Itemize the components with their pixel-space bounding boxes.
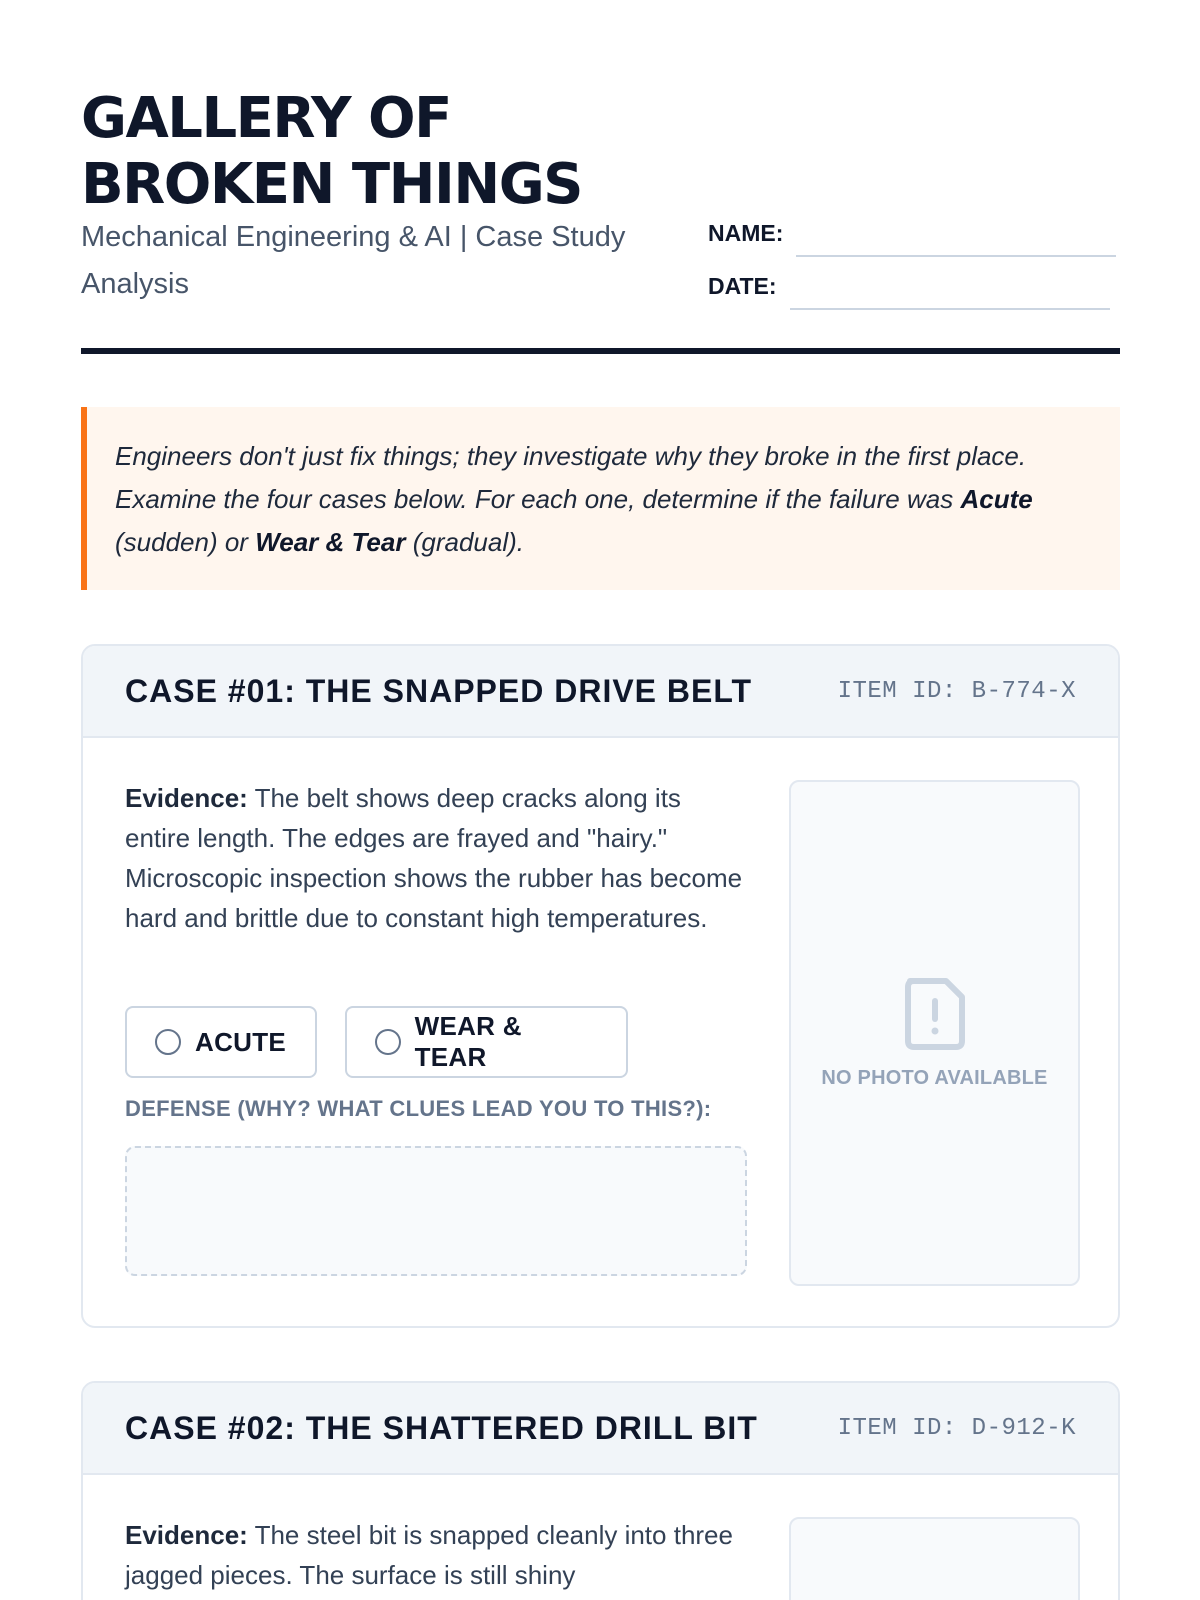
case-header: [83, 646, 1118, 738]
date-field: [708, 273, 1110, 300]
defense-answer-box[interactable]: [125, 1146, 747, 1276]
case-title: CASE #01: THE SNAPPED DRIVE BELT: [125, 672, 753, 709]
photo-placeholder: [789, 780, 1080, 1286]
evidence-text: [125, 1515, 745, 1595]
evidence-body: The steel bit is snapped cleanly into three jagged pieces. The surface is still shiny: [125, 1520, 733, 1590]
defense-label: DEFENSE (WHY? WHAT CLUES LEAD YOU TO THIS?):: [125, 1096, 712, 1121]
choice-wear-and-tear[interactable]: [345, 1006, 628, 1078]
evidence-label: Evidence:: [125, 783, 248, 813]
name-input-line[interactable]: [796, 255, 1116, 257]
radio-circle-icon[interactable]: [375, 1029, 401, 1055]
choice-acute-label: ACUTE: [195, 1026, 287, 1057]
intro-text-1: Engineers don't just fix things; they investigate why they broke in the first place. Examine the four cases below. For each one, determine if the failure was: [115, 441, 1027, 514]
date-label: DATE:: [708, 273, 777, 299]
date-input-line[interactable]: [790, 308, 1110, 310]
evidence-text: [125, 778, 745, 938]
choice-acute[interactable]: [125, 1006, 317, 1078]
radio-circle-icon[interactable]: [155, 1029, 181, 1055]
case-card-02: [81, 1381, 1120, 1600]
failure-type-choices: [125, 1006, 628, 1078]
intro-text-3: (gradual).: [405, 527, 524, 557]
case-title: CASE #02: THE SHATTERED DRILL BIT: [125, 1409, 758, 1446]
photo-placeholder: [789, 1517, 1080, 1600]
intro-text-2: (sudden) or: [115, 527, 256, 557]
item-id: ITEM ID: D-912-K: [837, 1414, 1076, 1442]
file-alert-icon: [904, 977, 966, 1051]
case-card-01: [81, 644, 1120, 1328]
page-subtitle: Mechanical Engineering & AI | Case Study Analysis: [81, 221, 626, 300]
name-label: NAME:: [708, 220, 784, 246]
intro-callout: [81, 407, 1120, 590]
choice-wear-label: WEAR & TEAR: [414, 1011, 522, 1072]
photo-placeholder-text: NO PHOTO AVAILABLE: [821, 1066, 1048, 1089]
name-field: [708, 220, 1116, 247]
header-divider: [81, 348, 1120, 354]
evidence-label: Evidence:: [125, 1520, 248, 1550]
intro-wear: Wear & Tear: [255, 527, 406, 557]
evidence-body: The belt shows deep cracks along its entire length. The edges are frayed and "hairy." Microscopic inspection shows the rubber has become hard and brittle due to constant high temperatures.: [125, 783, 743, 933]
intro-acute: Acute: [960, 484, 1033, 514]
item-id: ITEM ID: B-774-X: [837, 677, 1076, 705]
page-title: GALLERY OF BROKEN THINGS: [81, 86, 582, 217]
case-header: [83, 1383, 1118, 1475]
